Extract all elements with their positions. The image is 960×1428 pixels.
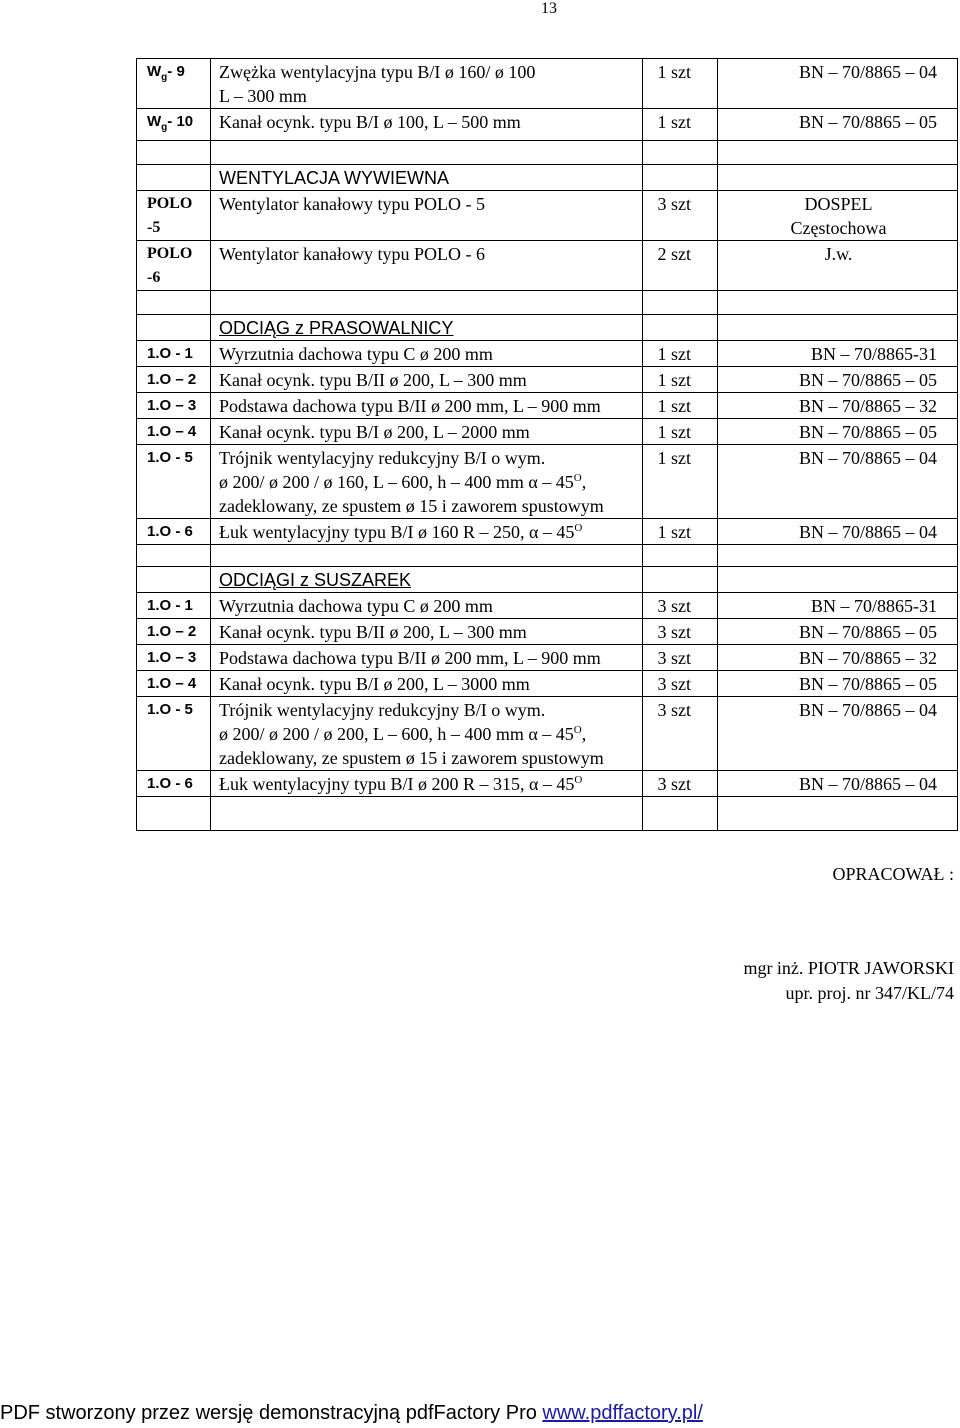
table-row [137, 593, 958, 619]
pdf-footer [0, 1402, 703, 1425]
footer-text: PDF stworzony przez wersję demonstracyjną pdfFactory Pro [0, 1402, 543, 1424]
item-code: 1.O - 5 [137, 697, 211, 771]
item-code: 1.O – 3 [137, 393, 211, 419]
page-number: 13 [541, 0, 557, 17]
item-description: Trójnik wentylacyjny redukcyjny B/I o wym. ø 200/ ø 200 / ø 160, L – 600, h – 400 mm α – $45^O$, zadeklowany, ze spustem ø 15 i zaworem spustowym [211, 445, 643, 519]
table-row [137, 59, 958, 109]
item-quantity: 2 szt [643, 241, 718, 291]
item-quantity: 3 szt [643, 645, 718, 671]
item-reference: BN – 70/8865-31 [718, 341, 958, 367]
author-license: upr. proj. nr 347/KL/74 [785, 983, 954, 1003]
item-reference: J.w. [718, 241, 958, 291]
item-code: POLO -6 [137, 241, 211, 291]
item-code: 1.O – 4 [137, 671, 211, 697]
table-row [137, 619, 958, 645]
item-quantity: 1 szt [643, 367, 718, 393]
item-quantity: 3 szt [643, 191, 718, 241]
item-description: Zwężka wentylacyjna typu B/I ø 160/ ø 100 L – 300 mm [211, 59, 643, 109]
section-header-row [137, 567, 958, 593]
table-row [137, 419, 958, 445]
item-code: $W_g-$ 10 [137, 109, 211, 141]
item-description: Wentylator kanałowy typu POLO - 5 [211, 191, 643, 241]
item-description: Kanał ocynk. typu B/I ø 200, L – 3000 mm [211, 671, 643, 697]
item-reference: BN – 70/8865 – 05 [718, 419, 958, 445]
item-reference: BN – 70/8865 – 05 [718, 671, 958, 697]
item-reference: BN – 70/8865 – 04 [718, 771, 958, 797]
table-row [137, 367, 958, 393]
item-description: Kanał ocynk. typu B/I ø 200, L – 2000 mm [211, 419, 643, 445]
item-description: Kanał ocynk. typu B/II ø 200, L – 300 mm [211, 619, 643, 645]
table-row [137, 445, 958, 519]
item-quantity: 3 szt [643, 697, 718, 771]
author-name: mgr inż. PIOTR JAWORSKI [743, 958, 954, 978]
item-reference: BN – 70/8865 – 32 [718, 393, 958, 419]
empty-row [137, 141, 958, 165]
item-quantity: 1 szt [643, 59, 718, 109]
empty-row [137, 291, 958, 315]
item-code: 1.O – 3 [137, 645, 211, 671]
item-reference: DOSPEL Częstochowa [718, 191, 958, 241]
table-row [137, 671, 958, 697]
item-reference: BN – 70/8865 – 04 [718, 697, 958, 771]
item-description: Wentylator kanałowy typu POLO - 6 [211, 241, 643, 291]
section-title-suszarki: ODCIĄGI z SUSZAREK [211, 567, 643, 593]
section-header-row [137, 315, 958, 341]
footer-link[interactable]: www.pdffactory.pl/ [542, 1402, 703, 1424]
item-quantity: 3 szt [643, 771, 718, 797]
item-code: 1.O - 1 [137, 593, 211, 619]
item-quantity: 1 szt [643, 393, 718, 419]
table-row [137, 191, 958, 241]
item-quantity: 1 szt [643, 519, 718, 545]
item-code: 1.O – 2 [137, 367, 211, 393]
item-description: Kanał ocynk. typu B/II ø 200, L – 300 mm [211, 367, 643, 393]
item-reference: BN – 70/8865 – 05 [718, 367, 958, 393]
item-quantity: 3 szt [643, 671, 718, 697]
item-description: Podstawa dachowa typu B/II ø 200 mm, L – 900 mm [211, 393, 643, 419]
table-row [137, 109, 958, 141]
item-reference: BN – 70/8865 – 05 [718, 619, 958, 645]
item-reference: BN – 70/8865 – 04 [718, 519, 958, 545]
item-description: Trójnik wentylacyjny redukcyjny B/I o wym. ø 200/ ø 200 / ø 200, L – 600, h – 400 mm α – $45^O$, zadeklowany, ze spustem ø 15 i zaworem spustowym [211, 697, 643, 771]
table-row [137, 341, 958, 367]
item-quantity: 3 szt [643, 619, 718, 645]
table-row [137, 697, 958, 771]
item-code: 1.O - 5 [137, 445, 211, 519]
item-description: Kanał ocynk. typu B/I ø 100, L – 500 mm [211, 109, 643, 141]
table-row [137, 241, 958, 291]
item-code: 1.O – 4 [137, 419, 211, 445]
item-code: 1.O – 2 [137, 619, 211, 645]
section-header-row [137, 165, 958, 191]
table-row [137, 393, 958, 419]
item-quantity: 1 szt [643, 341, 718, 367]
item-code: 1.O - 6 [137, 771, 211, 797]
item-code: $W_g-$ 9 [137, 59, 211, 109]
item-description: Wyrzutnia dachowa typu C ø 200 mm [211, 341, 643, 367]
empty-row [137, 545, 958, 567]
empty-row [137, 797, 958, 831]
table-row [137, 645, 958, 671]
item-reference: BN – 70/8865 – 32 [718, 645, 958, 671]
item-reference: BN – 70/8865-31 [718, 593, 958, 619]
item-reference: BN – 70/8865 – 04 [718, 445, 958, 519]
item-description: Podstawa dachowa typu B/II ø 200 mm, L – 900 mm [211, 645, 643, 671]
item-quantity: 1 szt [643, 445, 718, 519]
item-quantity: 1 szt [643, 419, 718, 445]
prepared-by-label: OPRACOWAŁ : [832, 864, 954, 884]
table-row [137, 519, 958, 545]
item-description: Łuk wentylacyjny typu B/I ø 200 R – 315, α – $45^O$ [211, 771, 643, 797]
item-description: Łuk wentylacyjny typu B/I ø 160 R – 250, α – $45^O$ [211, 519, 643, 545]
item-code: 1.O - 6 [137, 519, 211, 545]
item-code: POLO -5 [137, 191, 211, 241]
equipment-table [136, 58, 958, 831]
item-description: Wyrzutnia dachowa typu C ø 200 mm [211, 593, 643, 619]
item-quantity: 1 szt [643, 109, 718, 141]
item-reference: BN – 70/8865 – 05 [718, 109, 958, 141]
item-code: 1.O - 1 [137, 341, 211, 367]
item-reference: BN – 70/8865 – 04 [718, 59, 958, 109]
section-title-prasowalnica: ODCIĄG z PRASOWALNICY [211, 315, 643, 341]
section-title-wywiewna: WENTYLACJA WYWIEWNA [211, 165, 643, 191]
item-quantity: 3 szt [643, 593, 718, 619]
table-row [137, 771, 958, 797]
